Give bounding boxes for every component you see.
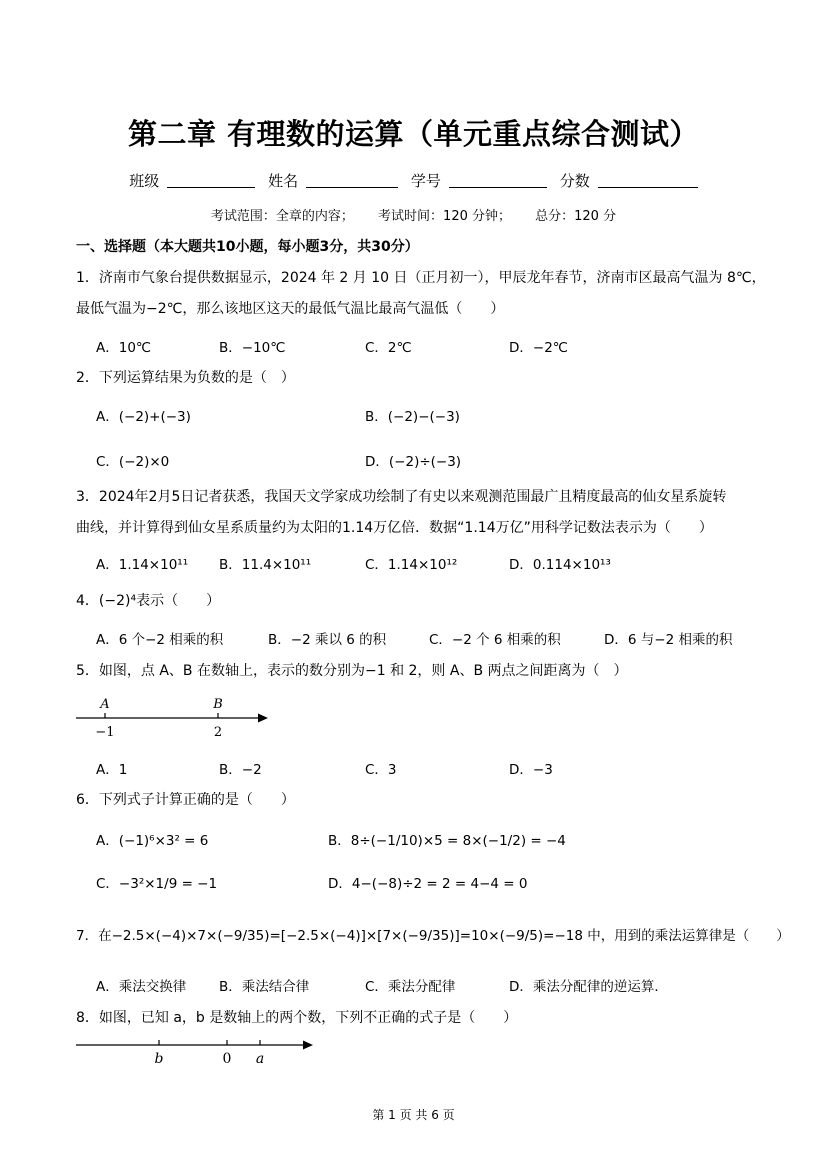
q1-option-a[interactable]: A．10℃: [96, 340, 152, 356]
q7-option-d[interactable]: D．乘法分配律的逆运算．: [509, 979, 668, 995]
q6-option-b[interactable]: B．8÷(−1/10)×5 = 8×(−1/2) = −4: [328, 833, 566, 849]
class-blank[interactable]: [167, 173, 255, 188]
q5-option-b[interactable]: B．−2: [219, 762, 262, 778]
name-label: 姓名: [268, 172, 299, 190]
q8-stem: 8．如图，已知 a，b 是数轴上的两个数，下列不正确的式子是（ ）: [76, 1010, 518, 1026]
q2-option-c[interactable]: C．(−2)×0: [96, 454, 170, 470]
q3-option-d[interactable]: D．0.114×10¹³: [509, 557, 611, 573]
q7-option-c[interactable]: C．乘法分配律: [365, 979, 456, 995]
q5-stem: 5．如图，点 A、B 在数轴上，表示的数分别为−1 和 2，则 A、B 两点之间距离为（ ）: [76, 663, 628, 679]
q3-line2: 曲线，并计算得到仙女星系质量约为太阳的1.14万亿倍．数据“1.14万亿”用科学记数法表示为（ ）: [76, 520, 713, 536]
q5-tick-label-b: 2: [213, 725, 223, 740]
exam-meta: [0, 205, 827, 224]
q6-option-d[interactable]: D．4−(−8)÷2 = 2 = 4−4 = 0: [328, 876, 528, 892]
q2-option-d[interactable]: D．(−2)÷(−3): [365, 454, 462, 470]
q4-option-c[interactable]: C．−2 个 6 相乘的积: [429, 632, 561, 648]
q7-option-a[interactable]: A．乘法交换律: [96, 979, 187, 995]
q8-axis-arrow: [303, 1041, 313, 1050]
q1-option-d[interactable]: D．−2℃: [509, 340, 568, 356]
q7-stem: 7．在−2.5×(−4)×7×(−9/35)=[−2.5×(−4)]×[7×(−9/35)]=10×(−9/5)=−18 中，用到的乘法运算律是（ ）: [76, 928, 790, 944]
q2-option-b[interactable]: B．(−2)−(−3): [365, 409, 460, 425]
q8-label-b: b: [154, 1051, 164, 1067]
q8-number-line: [74, 1036, 324, 1070]
q5-option-d[interactable]: D．−3: [509, 762, 553, 778]
student-info: [0, 170, 827, 191]
q4-option-d[interactable]: D．6 与−2 相乘的积: [604, 632, 733, 648]
q4-option-b[interactable]: B．−2 乘以 6 的积: [268, 632, 387, 648]
name-blank[interactable]: [306, 173, 398, 188]
q5-number-line: [74, 694, 274, 740]
exam-total: 总分：120 分: [535, 209, 617, 224]
q5-option-c[interactable]: C．3: [365, 762, 397, 778]
q3-option-b[interactable]: B．11.4×10¹¹: [219, 557, 312, 573]
exam-range: 考试范围：全章的内容；: [210, 209, 354, 224]
q4-stem: 4．(−2)⁴表示（ ）: [76, 593, 221, 609]
class-label: 班级: [129, 172, 160, 190]
q2-option-a[interactable]: A．(−2)+(−3): [96, 409, 191, 425]
q6-option-a[interactable]: A．(−1)⁶×3² = 6: [96, 833, 209, 849]
q3-line1: 3．2024年2月5日记者获悉，我国天文学家成功绘制了有史以来观测范围最广且精度最高的仙女星系旋转: [76, 489, 727, 505]
q1-line2: 最低气温为−2℃，那么该地区这天的最低气温比最高气温低（ ）: [76, 301, 505, 317]
q7-option-b[interactable]: B．乘法结合律: [219, 979, 310, 995]
q6-stem: 6．下列式子计算正确的是（ ）: [76, 792, 295, 808]
page-title: 第二章 有理数的运算（单元重点综合测试）: [127, 117, 700, 151]
q5-option-a[interactable]: A．1: [96, 762, 128, 778]
q5-axis-arrow: [258, 714, 268, 723]
exam-time: 考试时间：120 分钟；: [378, 209, 511, 224]
q4-option-a[interactable]: A．6 个−2 相乘的积: [96, 632, 224, 648]
q1-option-b[interactable]: B．−10℃: [219, 340, 286, 356]
score-blank[interactable]: [598, 173, 698, 188]
q3-option-a[interactable]: A．1.14×10¹¹: [96, 557, 189, 573]
id-label: 学号: [410, 172, 441, 190]
q5-label-b: B: [213, 697, 223, 712]
q1-line1: 1．济南市气象台提供数据显示，2024 年 2 月 10 日（正月初一），甲辰龙年春节，济南市区最高气温为 8℃，: [76, 270, 766, 286]
q6-option-c[interactable]: C．−3²×1/9 = −1: [96, 876, 218, 892]
section-heading: 一、选择题（本大题共10小题，每小题3分，共30分）: [76, 239, 419, 255]
q2-stem: 2．下列运算结果为负数的是（ ）: [76, 370, 295, 386]
q1-option-c[interactable]: C．2℃: [365, 340, 412, 356]
q5-label-a: A: [100, 697, 110, 712]
q8-label-a: a: [255, 1051, 265, 1067]
q3-option-c[interactable]: C．1.14×10¹²: [365, 557, 458, 573]
q8-label-0: 0: [222, 1051, 232, 1067]
page-footer: 第 1 页 共 6 页: [372, 1108, 455, 1122]
score-label: 分数: [559, 172, 590, 190]
q5-tick-label-a: −1: [95, 725, 115, 740]
id-blank[interactable]: [449, 173, 547, 188]
